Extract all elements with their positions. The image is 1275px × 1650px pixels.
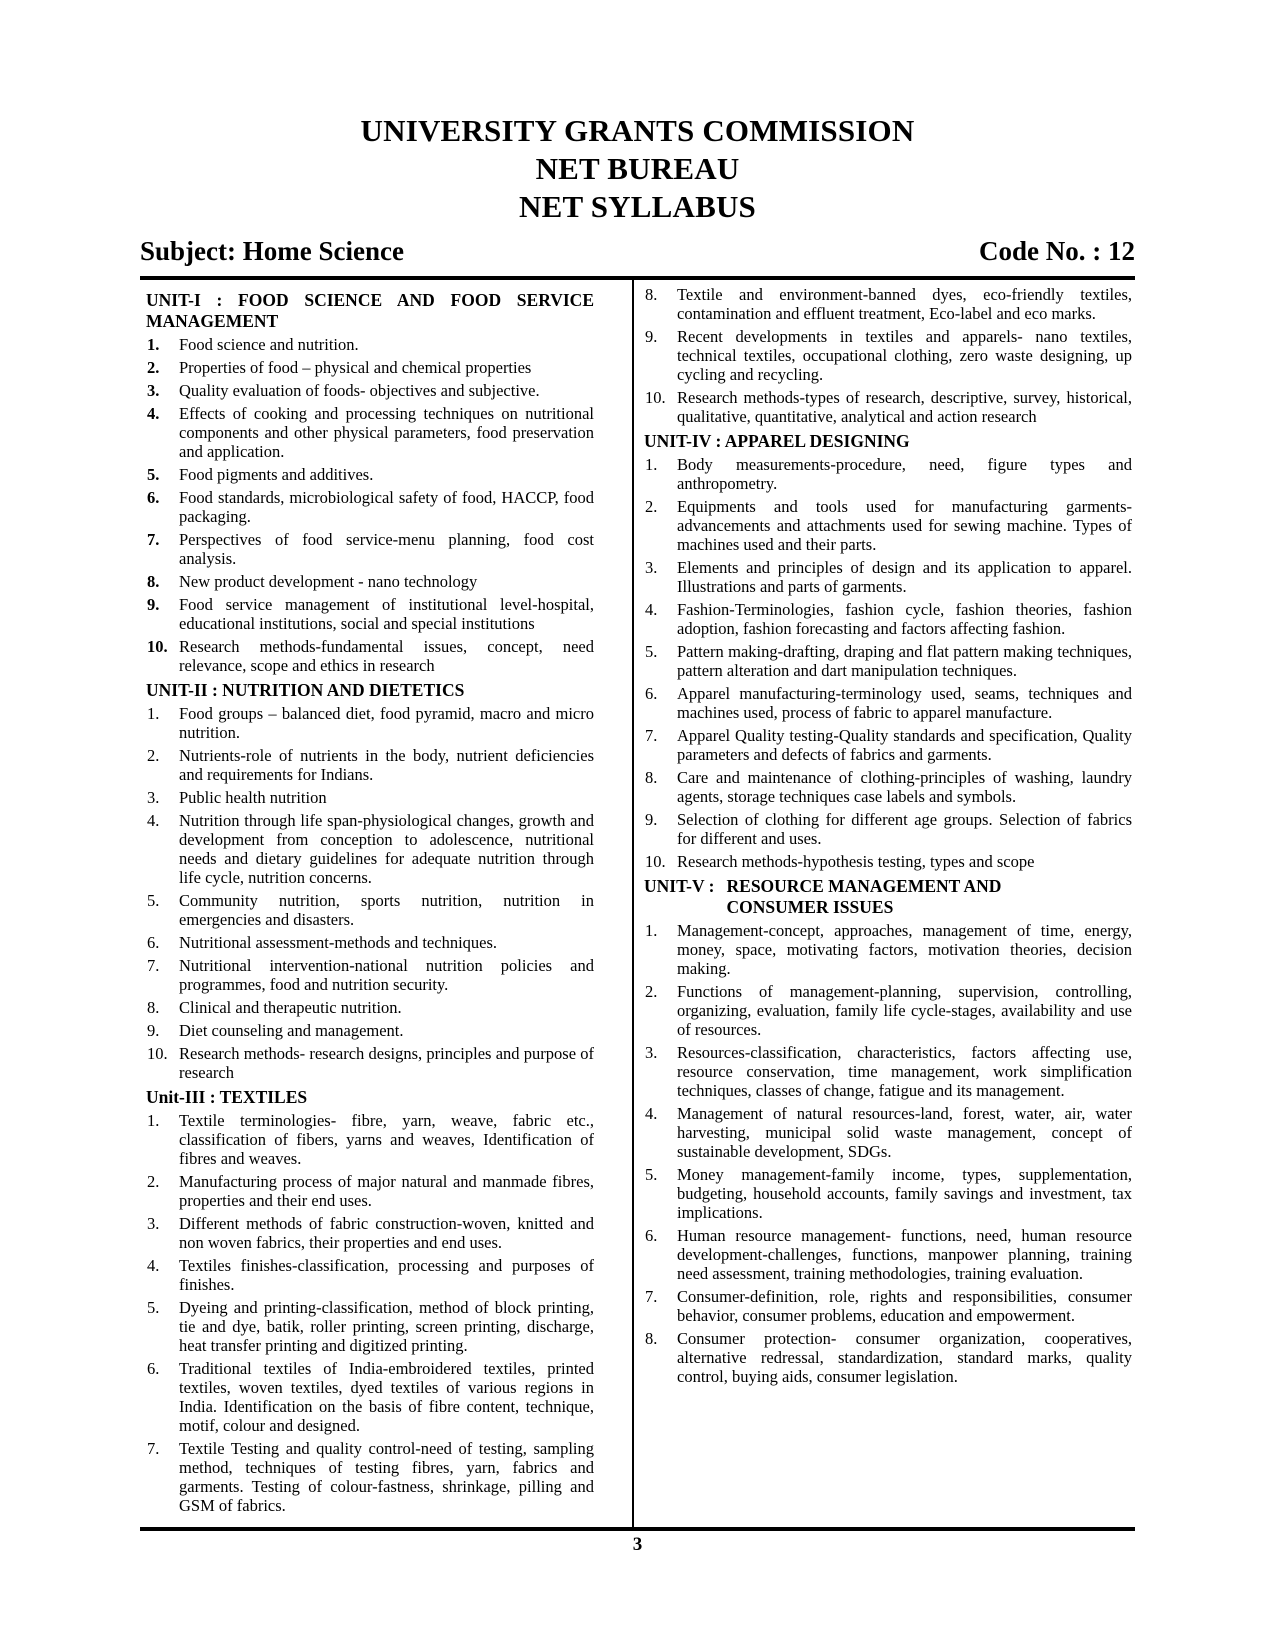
item-text: Research methods-types of research, descriptive, survey, historical, qualitative, quantitative, analytical and action research	[677, 388, 1132, 426]
syllabus-item	[146, 404, 594, 461]
item-number: 5.	[147, 1298, 160, 1317]
syllabus-item	[146, 335, 594, 354]
syllabus-item	[644, 726, 1132, 764]
syllabus-item	[146, 1256, 594, 1294]
syllabus-item	[146, 465, 594, 484]
unit-heading: UNIT-I : FOOD SCIENCE AND FOOD SERVICE MANAGEMENT	[146, 290, 594, 331]
syllabus-item	[146, 488, 594, 526]
item-number: 3.	[645, 558, 658, 577]
unit-heading: Unit-III : TEXTILES	[146, 1087, 308, 1107]
syllabus-item	[146, 1044, 594, 1082]
right-column	[634, 280, 1135, 1527]
syllabus-item	[146, 788, 594, 807]
syllabus-item	[146, 1298, 594, 1355]
syllabus-item	[146, 746, 594, 784]
syllabus-item	[146, 637, 594, 675]
item-number: 6.	[645, 684, 658, 703]
item-number: 2.	[645, 497, 658, 516]
item-number: 4.	[645, 600, 658, 619]
item-text: Functions of management-planning, supervision, controlling, organizing, evaluation, family life cycle-stages, availability and use of resources.	[677, 982, 1132, 1039]
syllabus-item	[644, 497, 1132, 554]
item-text: Food standards, microbiological safety of food, HACCP, food packaging.	[179, 488, 594, 526]
item-text: Management of natural resources-land, forest, water, air, water harvesting, municipal solid waste management, concept of sustainable development, SDGs.	[677, 1104, 1132, 1161]
item-text: Nutritional assessment-methods and techniques.	[179, 933, 498, 952]
item-text: Recent developments in textiles and apparels- nano textiles, technical textiles, occupational clothing, zero waste designing, up cycling and recycling.	[677, 327, 1132, 384]
item-text: Fashion-Terminologies, fashion cycle, fashion theories, fashion adoption, fashion forecasting and factors affecting fashion.	[677, 600, 1132, 638]
syllabus-item	[146, 1439, 594, 1515]
item-text: Different methods of fabric construction-woven, knitted and non woven fabrics, their properties and end uses.	[179, 1214, 594, 1252]
item-text: Textile Testing and quality control-need of testing, sampling method, techniques of testing fibres, yarn, fabrics and garments. Testing of colour-fastness, shrinkage, pilling and GSM of fabrics.	[179, 1439, 594, 1515]
item-number: 7.	[645, 1287, 658, 1306]
syllabus-item	[644, 1104, 1132, 1161]
syllabus-item	[644, 388, 1132, 426]
item-number: 9.	[645, 810, 658, 829]
document-title-block	[140, 112, 1135, 226]
item-number: 9.	[147, 1021, 160, 1040]
syllabus-item	[146, 530, 594, 568]
syllabus-item	[644, 1329, 1132, 1386]
item-text: Selection of clothing for different age groups. Selection of fabrics for different and uses.	[677, 810, 1132, 848]
item-number: 8.	[645, 285, 658, 304]
item-text: Effects of cooking and processing techniques on nutritional components and other physical parameters, food preservation and application.	[179, 404, 594, 461]
item-text: Properties of food – physical and chemical properties	[179, 358, 532, 377]
syllabus-item	[146, 358, 594, 377]
syllabus-item	[644, 1287, 1132, 1325]
syllabus-item	[146, 704, 594, 742]
item-number: 7.	[147, 1439, 160, 1458]
item-number: 6.	[147, 1359, 160, 1378]
item-number: 2.	[645, 982, 658, 1001]
syllabus-columns	[140, 276, 1135, 1531]
item-number: 3.	[147, 381, 160, 400]
syllabus-item	[644, 921, 1132, 978]
item-text: Community nutrition, sports nutrition, nutrition in emergencies and disasters.	[179, 891, 594, 929]
item-number: 10.	[147, 637, 168, 656]
item-number: 9.	[147, 595, 160, 614]
item-text: New product development - nano technology	[179, 572, 478, 591]
syllabus-item	[644, 455, 1132, 493]
item-text: Research methods- research designs, principles and purpose of research	[179, 1044, 594, 1082]
item-text: Human resource management- functions, need, human resource development-challenges, functions, manpower planning, training need assessment, training methodologies, training evaluation.	[677, 1226, 1132, 1283]
syllabus-item	[146, 956, 594, 994]
item-number: 10.	[147, 1044, 168, 1063]
unit-heading: UNIT-II : NUTRITION AND DIETETICS	[146, 680, 465, 700]
item-text: Textile terminologies- fibre, yarn, weave, fabric etc., classification of fibers, yarns and weaves, Identification of fibres and weaves.	[179, 1111, 594, 1168]
syllabus-item	[644, 768, 1132, 806]
syllabus-item	[146, 811, 594, 887]
item-number: 1.	[645, 921, 658, 940]
item-number: 8.	[645, 768, 658, 787]
syllabus-item	[146, 595, 594, 633]
item-number: 2.	[147, 358, 160, 377]
unit-heading-text: RESOURCE MANAGEMENT AND CONSUMER ISSUES	[726, 876, 1002, 917]
item-number: 1.	[147, 335, 160, 354]
syllabus-item	[146, 381, 594, 400]
item-text: Manufacturing process of major natural and manmade fibres, properties and their end uses.	[179, 1172, 594, 1210]
syllabus-item	[146, 998, 594, 1017]
item-text: Apparel manufacturing-terminology used, seams, techniques and machines used, process of fabric to apparel manufacture.	[677, 684, 1132, 722]
item-text: Perspectives of food service-menu planning, food cost analysis.	[179, 530, 594, 568]
item-text: Nutritional intervention-national nutrition policies and programmes, food and nutrition security.	[179, 956, 594, 994]
syllabus-item	[146, 891, 594, 929]
item-text: Resources-classification, characteristics, factors affecting use, resource conservation, time management, work simplification techniques, classes of change, fatigue and its management.	[677, 1043, 1132, 1100]
item-text: Food groups – balanced diet, food pyramid, macro and micro nutrition.	[179, 704, 594, 742]
subject-row	[140, 236, 1135, 276]
item-number: 4.	[147, 811, 160, 830]
syllabus-item	[644, 1226, 1132, 1283]
syllabus-item	[644, 600, 1132, 638]
syllabus-item	[146, 1359, 594, 1435]
unit-heading	[644, 876, 1132, 918]
item-text: Apparel Quality testing-Quality standards and specification, Quality parameters and defects of fabrics and garments.	[677, 726, 1132, 764]
item-number: 5.	[645, 642, 658, 661]
item-text: Textiles finishes-classification, processing and purposes of finishes.	[179, 1256, 594, 1294]
item-text: Consumer-definition, role, rights and responsibilities, consumer behavior, consumer problems, education and empowerment.	[677, 1287, 1132, 1325]
left-column	[140, 280, 634, 1527]
item-text: Food science and nutrition.	[179, 335, 359, 354]
item-text: Dyeing and printing-classification, method of block printing, tie and dye, batik, roller printing, screen printing, discharge, heat transfer printing and digitized printing.	[179, 1298, 594, 1355]
syllabus-item	[644, 684, 1132, 722]
syllabus-item	[146, 1214, 594, 1252]
unit-heading-label: UNIT-V :	[644, 876, 715, 896]
item-text: Public health nutrition	[179, 788, 327, 807]
item-text: Clinical and therapeutic nutrition.	[179, 998, 402, 1017]
item-number: 1.	[645, 455, 658, 474]
item-number: 2.	[147, 1172, 160, 1191]
syllabus-item	[644, 285, 1132, 323]
item-number: 3.	[147, 1214, 160, 1233]
item-text: Body measurements-procedure, need, figure types and anthropometry.	[677, 455, 1132, 493]
item-text: Nutrients-role of nutrients in the body, nutrient deficiencies and requirements for Indians.	[179, 746, 594, 784]
syllabus-item	[644, 982, 1132, 1039]
syllabus-item	[644, 1165, 1132, 1222]
syllabus-item	[146, 1111, 594, 1168]
syllabus-item	[146, 572, 594, 591]
item-number: 3.	[147, 788, 160, 807]
item-number: 8.	[147, 998, 160, 1017]
doc-title-line2: NET BUREAU	[535, 151, 740, 186]
item-text: Equipments and tools used for manufacturing garments-advancements and attachments used for sewing machine. Types of machines used and their parts.	[677, 497, 1132, 554]
item-number: 1.	[147, 1111, 160, 1130]
item-text: Consumer protection- consumer organization, cooperatives, alternative redressal, standardization, standard marks, quality control, buying aids, consumer legislation.	[677, 1329, 1132, 1386]
item-number: 9.	[645, 327, 658, 346]
item-text: Textile and environment-banned dyes, eco-friendly textiles, contamination and effluent treatment, Eco-label and eco marks.	[677, 285, 1132, 323]
item-text: Research methods-hypothesis testing, types and scope	[677, 852, 1035, 871]
item-number: 6.	[147, 933, 160, 952]
item-number: 7.	[147, 956, 160, 975]
item-text: Pattern making-drafting, draping and flat pattern making techniques, pattern alteration and dart manipulation techniques.	[677, 642, 1132, 680]
item-number: 10.	[645, 388, 666, 407]
code-label: Code No. : 12	[979, 236, 1135, 266]
item-number: 7.	[645, 726, 658, 745]
item-number: 5.	[147, 891, 160, 910]
item-number: 4.	[147, 1256, 160, 1275]
syllabus-item	[644, 852, 1132, 871]
item-text: Nutrition through life span-physiological changes, growth and development from conception to adolescence, nutritional needs and dietary guidelines for adequate nutrition through life cycle, nutrition concerns.	[179, 811, 594, 887]
syllabus-item	[644, 810, 1132, 848]
item-text: Elements and principles of design and its application to apparel. Illustrations and parts of garments.	[677, 558, 1132, 596]
item-text: Traditional textiles of India-embroidered textiles, printed textiles, woven textiles, dyed textiles of various regions in India. Identification on the basis of fibre content, technique, motif, colour and designed.	[179, 1359, 594, 1435]
item-number: 8.	[147, 572, 160, 591]
item-number: 8.	[645, 1329, 658, 1348]
syllabus-item	[146, 1172, 594, 1210]
item-number: 1.	[147, 704, 160, 723]
doc-title-line3: NET SYLLABUS	[518, 189, 756, 224]
item-number: 4.	[645, 1104, 658, 1123]
item-text: Quality evaluation of foods- objectives and subjective.	[179, 381, 540, 400]
item-number: 5.	[147, 465, 160, 484]
item-number: 3.	[645, 1043, 658, 1062]
syllabus-item	[644, 1043, 1132, 1100]
item-number: 7.	[147, 530, 160, 549]
item-text: Money management-family income, types, supplementation, budgeting, household accounts, family savings and investment, tax implications.	[677, 1165, 1132, 1222]
page-number: 3	[632, 1534, 643, 1555]
item-number: 6.	[147, 488, 160, 507]
item-text: Food service management of institutional level-hospital, educational institutions, social and special institutions	[179, 595, 594, 633]
subject-label: Subject: Home Science	[140, 236, 404, 266]
doc-title-line1: UNIVERSITY GRANTS COMMISSION	[360, 113, 915, 148]
unit-heading: UNIT-IV : APPAREL DESIGNING	[644, 431, 910, 451]
item-number: 2.	[147, 746, 160, 765]
syllabus-item	[146, 933, 594, 952]
item-number: 5.	[645, 1165, 658, 1184]
syllabus-item	[644, 642, 1132, 680]
item-number: 4.	[147, 404, 160, 423]
syllabus-item	[644, 558, 1132, 596]
syllabus-item	[644, 327, 1132, 384]
item-text: Management-concept, approaches, management of time, energy, money, space, motivating factors, motivation theories, decision making.	[677, 921, 1132, 978]
syllabus-item	[146, 1021, 594, 1040]
item-number: 10.	[645, 852, 666, 871]
item-text: Research methods-fundamental issues, concept, need relevance, scope and ethics in research	[179, 637, 594, 675]
item-text: Diet counseling and management.	[179, 1021, 404, 1040]
item-text: Food pigments and additives.	[179, 465, 374, 484]
item-number: 6.	[645, 1226, 658, 1245]
item-text: Care and maintenance of clothing-principles of washing, laundry agents, storage techniques case labels and symbols.	[677, 768, 1132, 806]
